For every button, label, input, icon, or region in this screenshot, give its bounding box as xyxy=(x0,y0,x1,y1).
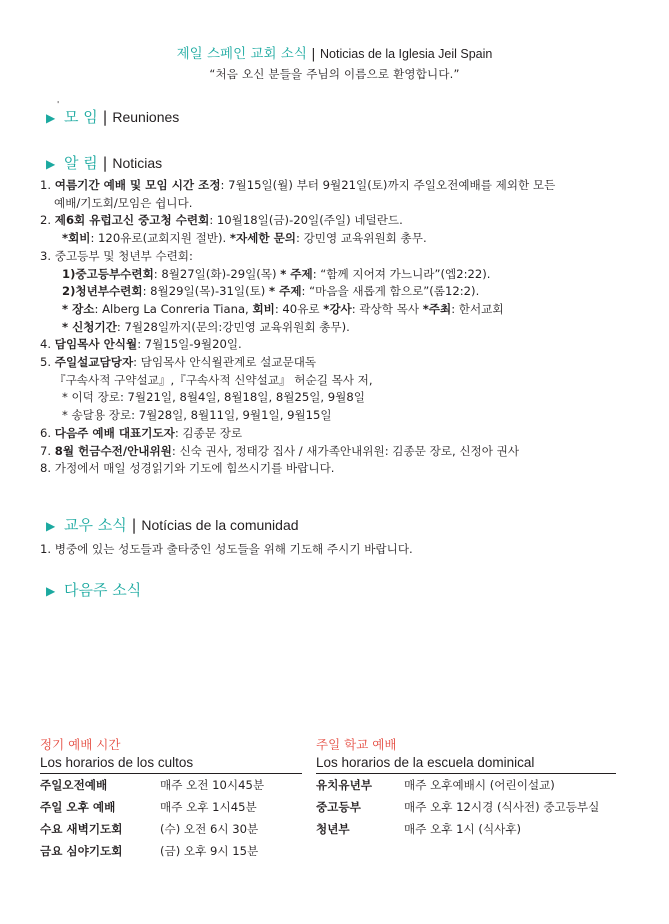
table-row xyxy=(40,840,302,862)
class-name: 유치유년부 xyxy=(316,778,372,792)
list-item: 4. 담임목사 안식월: 7월15일-9월20일. xyxy=(40,337,242,352)
list-item: 7. 8월 헌금수전/안내위원: 신숙 권사, 정태강 집사 / 새가족안내위원: 김종문 장로, 신정아 권사 xyxy=(40,443,520,458)
table-row xyxy=(40,796,302,818)
list-subitem: 2)청년부수련회: 8월29일(목)-31일(토) * 주제: “마음을 새롭게 함으로”(롬12:2). xyxy=(62,284,480,299)
section-separator: | xyxy=(97,108,113,126)
sunday-school-title: 주일 학교 예배 xyxy=(316,737,397,752)
sunday-school-subtitle: Los horarios de la escuela dominical xyxy=(316,755,535,770)
section-title-spanish: Notícias de la comunidad xyxy=(141,517,299,533)
service-name: 주일 오후 예배 xyxy=(40,800,116,814)
list-subitem: 『구속사적 구약설교』,『구속사적 신약설교』 허순길 목사 저, xyxy=(54,372,373,387)
noticias-list xyxy=(40,177,640,478)
title-spanish: Noticias de la Iglesia Jeil Spain xyxy=(320,47,493,61)
list-item: 1. 여름기간 예배 및 모임 시간 조정: 7월15일(월) 부터 9월21일(토)까지 주일오전예배를 제외한 모든 xyxy=(40,178,556,192)
list-item: 3. 중고등부 및 청년부 수련회: xyxy=(40,248,193,263)
list-subitem: *회비: 120유로(교회지원 절반). *자세한 문의: 강민영 교육위원회 총무. xyxy=(62,231,427,246)
list-item: 8. 가정에서 매일 성경읽기와 기도에 힘쓰시기를 바랍니다. xyxy=(40,461,335,476)
section-reuniones xyxy=(46,107,179,128)
title-separator: | xyxy=(306,46,321,62)
list-subitem: * 장소: Alberg La Conreria Tiana, 회비: 40유로 *강사: 곽상학 목사 *주최: 한서교회 xyxy=(62,301,504,316)
section-title-korean: 다음주 소식 xyxy=(64,581,142,599)
section-separator: | xyxy=(97,154,113,172)
worship-schedule-subtitle: Los horarios de los cultos xyxy=(40,755,194,770)
section-title-korean: 교우 소식 xyxy=(64,516,127,534)
class-name: 청년부 xyxy=(316,822,350,836)
triangle-right-icon: ▶ xyxy=(46,111,56,125)
triangle-right-icon: ▶ xyxy=(46,584,56,598)
sunday-school-table xyxy=(316,773,616,840)
class-time: 매주 오후 12시경 (식사전) 중고등부실 xyxy=(404,800,600,814)
table-row xyxy=(316,774,616,796)
class-time: 매주 오후 1시 (식사후) xyxy=(404,822,522,836)
section-next-week xyxy=(46,580,141,601)
list-subitem: 1)중고등부수련회: 8월27일(화)-29일(목) * 주제: “함께 지어져 가느니라”(엡2:22). xyxy=(62,266,491,281)
section-heading xyxy=(46,107,179,128)
list-item: 5. 주일설교담당자: 담임목사 안식월관계로 설교문대독 xyxy=(40,355,317,370)
section-title-spanish: Reuniones xyxy=(112,109,180,125)
service-name: 금요 심야기도회 xyxy=(40,844,123,858)
service-time: 매주 오후 1시45분 xyxy=(160,800,257,814)
service-name: 수요 새벽기도회 xyxy=(40,822,123,836)
list-item: 6. 다음주 예배 대표기도자: 김종문 장로 xyxy=(40,425,243,440)
section-comunidad xyxy=(46,515,299,536)
triangle-right-icon: ▶ xyxy=(46,519,56,533)
list-subitem: * 신청기간: 7월28일까지(문의:강민영 교육위원회 총무). xyxy=(62,319,350,334)
table-row xyxy=(316,818,616,840)
triangle-right-icon: ▶ xyxy=(46,157,56,171)
list-item-continuation: 예배/기도회/모임은 쉽니다. xyxy=(54,195,193,210)
worship-schedule-title: 정기 예배 시간 xyxy=(40,737,121,752)
section-title-spanish: Noticias xyxy=(112,155,163,171)
table-row xyxy=(316,796,616,818)
table-row xyxy=(40,774,302,796)
service-time: (수) 오전 6시 30분 xyxy=(160,822,259,836)
comunidad-list xyxy=(40,541,640,559)
section-noticias xyxy=(46,153,162,174)
section-title-korean: 모 임 xyxy=(64,108,98,126)
class-name: 중고등부 xyxy=(316,800,361,814)
list-subitem: * 송달용 장로: 7월28일, 8월11일, 9월1일, 9월15일 xyxy=(62,408,332,423)
service-time: (금) 오후 9시 15분 xyxy=(160,844,259,858)
service-time: 매주 오전 10시45분 xyxy=(160,778,265,792)
stray-mark: ' xyxy=(57,100,60,109)
section-separator: | xyxy=(126,516,142,534)
list-subitem: * 이덕 장로: 7월21일, 8월4일, 8월18일, 8월25일, 9월8일 xyxy=(62,390,365,405)
welcome-subtitle: “처음 오신 분들을 주님의 이름으로 환영합니다.” xyxy=(209,67,460,81)
section-heading xyxy=(46,153,162,174)
page-title xyxy=(0,44,669,64)
list-item: 1. 병중에 있는 성도들과 출타중인 성도들을 위해 기도해 주시기 바랍니다. xyxy=(40,542,413,556)
section-heading xyxy=(46,515,299,536)
section-heading xyxy=(46,580,141,601)
section-title-korean: 알 림 xyxy=(64,154,98,172)
table-row xyxy=(40,818,302,840)
service-name: 주일오전예배 xyxy=(40,778,108,792)
worship-schedule-table xyxy=(40,773,302,862)
list-item: 2. 제6회 유럽고신 중고청 수련회: 10월18일(금)-20일(주일) 네덜란드. xyxy=(40,213,403,228)
class-time: 매주 오후예배시 (어린이설교) xyxy=(404,778,555,792)
header xyxy=(0,44,669,82)
title-korean: 제일 스페인 교회 소식 xyxy=(176,46,307,62)
